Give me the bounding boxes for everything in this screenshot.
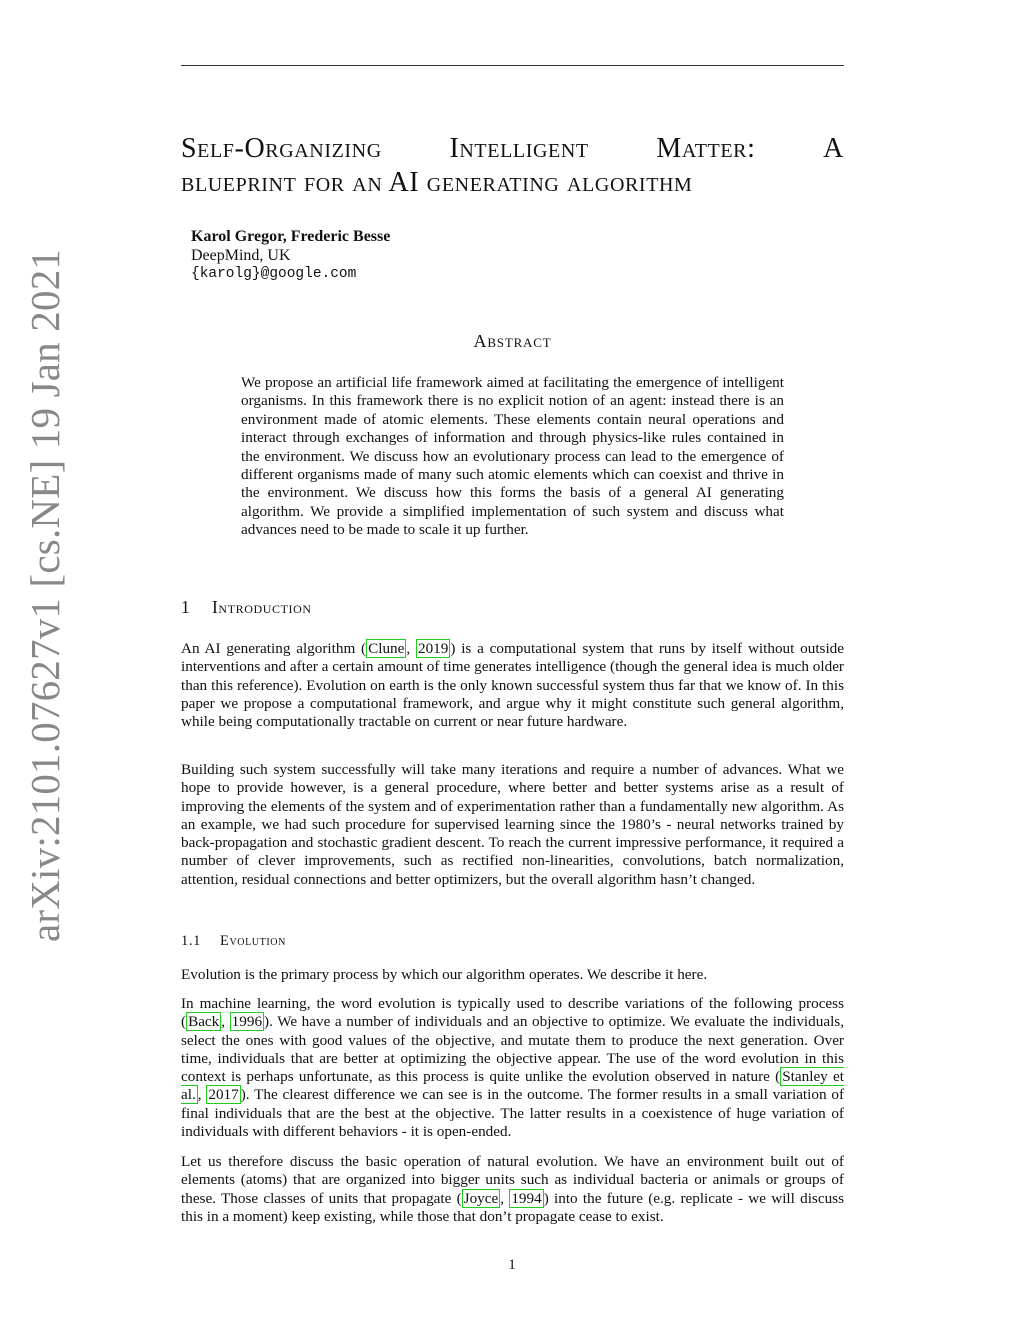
citation-link[interactable]: Joyce — [463, 1189, 499, 1207]
text-run: , — [197, 1086, 207, 1104]
page-number: 1 — [508, 1257, 516, 1273]
title-line-1 — [181, 132, 844, 166]
abstract-heading: Abstract — [473, 331, 552, 351]
intro-paragraph-1 — [181, 640, 844, 731]
text-run: ). We have a number of individuals and an objective to optimize. We evaluate the individuals, select the ones with good values of the objective, and mutate them to produce the next generation. Over time, individuals that are better at optimizing the objective appear. The use of the word evolution in this context is perhaps unfortunate, as this process is quite unlike the evolution observed in nature ( — [181, 1013, 845, 1086]
section-heading-introduction — [181, 597, 312, 618]
citation-link[interactable]: 2017 — [208, 1086, 239, 1104]
section-number: 1 — [181, 597, 191, 617]
text-run: ) is a computational system that runs by itself without outside interventions and after a certain amount of time generates intelligence (though the general idea is much older than this reference). Evolution on earth is the only known successful system thus far that we know of. In this paper we propose a computational framework, and argue why it might constitute such general algorithm, while being computationally tractable on current or near future hardware. — [181, 640, 845, 731]
evolution-paragraph-1: Evolution is the primary process by which our algorithm operates. We describe it here. — [181, 966, 708, 983]
citation-link[interactable]: 2019 — [417, 640, 449, 657]
citation-link[interactable]: Clune — [368, 640, 405, 657]
subsection-heading-evolution — [181, 933, 286, 950]
title-word: A — [823, 133, 844, 164]
paper-title — [181, 132, 844, 200]
title-word: Matter: — [656, 133, 756, 164]
author-affiliation: DeepMind, UK — [191, 247, 291, 264]
author-email: {karolg}@google.com — [191, 266, 357, 282]
text-run: In machine learning, the word evolution is typically used to describe variations of the following process ( — [181, 995, 844, 1031]
citation-link[interactable]: 1996 — [231, 1013, 263, 1031]
author-block — [191, 227, 390, 284]
intro-paragraph-2: Building such system successfully will take many iterations and require a number of advances. What we hope to provide however, is a general procedure, where better and better systems arise as a result of improving the elements of the system and of experimentation rather than a fundamentally new algorithm. As an example, we had such procedure for supervised learning since the 1980’s - neural networks trained by back-propagation and stochastic gradient descent. To reach the current impressive performance, it required a number of clever improvements, such as rectified non-linearities, convolutions, batch normalization, attention, residual connections and better optimizers, but the overall algorithm hasn’t changed. — [181, 761, 844, 888]
title-word: Self-Organizing — [181, 133, 382, 164]
text-run: ). The clearest difference we can see is in the outcome. The former results in a small variation of final individuals that are the best at the objective. The latter results in a coexistence of huge variation of individuals with different behaviors - it is open-ended. — [181, 1086, 845, 1141]
evolution-paragraph-2 — [181, 995, 844, 1141]
text-run: ) into the future (e.g. replicate - we will discuss this in a moment) keep existing, while those that don’t propagate cease to exist. — [181, 1189, 844, 1225]
subsection-number: 1.1 — [181, 933, 201, 949]
citation-link[interactable]: Stanley et al. — [181, 1068, 845, 1104]
subsection-title: Evolution — [220, 933, 286, 949]
citation-link[interactable]: 1994 — [511, 1189, 542, 1207]
abstract-text: We propose an artificial life framework aimed at facilitating the emergence of intelligent organisms. In this framework there is no explicit notion of an agent: instead there is an environment made of atomic elements. These elements contain neural operations and interact through exchanges of information and through physics-like rules contained in the environment. We discuss how an evolutionary process can lead to the emergence of different organisms made of many such atomic elements which can coexist and thrive in the environment. We discuss how this forms the basis of a general AI generating algorithm. We provide a simplified implementation of such system and discuss what advances need to be made to scale it up further. — [241, 374, 784, 539]
text-run: , — [500, 1189, 510, 1207]
text-run: Let us therefore discuss the basic operation of natural evolution. We have an environment built out of elements (atoms) that are organized into bigger units such as individual bacteria or animals or groups of these. Those classes of units that propagate ( — [181, 1153, 844, 1207]
title-line-2: blueprint for an AI generating algorithm — [181, 167, 693, 198]
text-run: , — [221, 1013, 230, 1031]
header-rule — [181, 65, 844, 66]
citation-link[interactable]: Back — [188, 1013, 220, 1031]
author-names: Karol Gregor, Frederic Besse — [191, 228, 391, 245]
arxiv-sidebar-stamp: arXiv:2101.07627v1 [cs.NE] 19 Jan 2021 — [22, 248, 68, 942]
section-title: Introduction — [212, 597, 312, 617]
evolution-paragraph-3 — [181, 1153, 844, 1226]
title-word: Intelligent — [449, 133, 589, 164]
text-run: , — [406, 640, 416, 657]
text-run: An AI generating algorithm ( — [181, 640, 367, 657]
